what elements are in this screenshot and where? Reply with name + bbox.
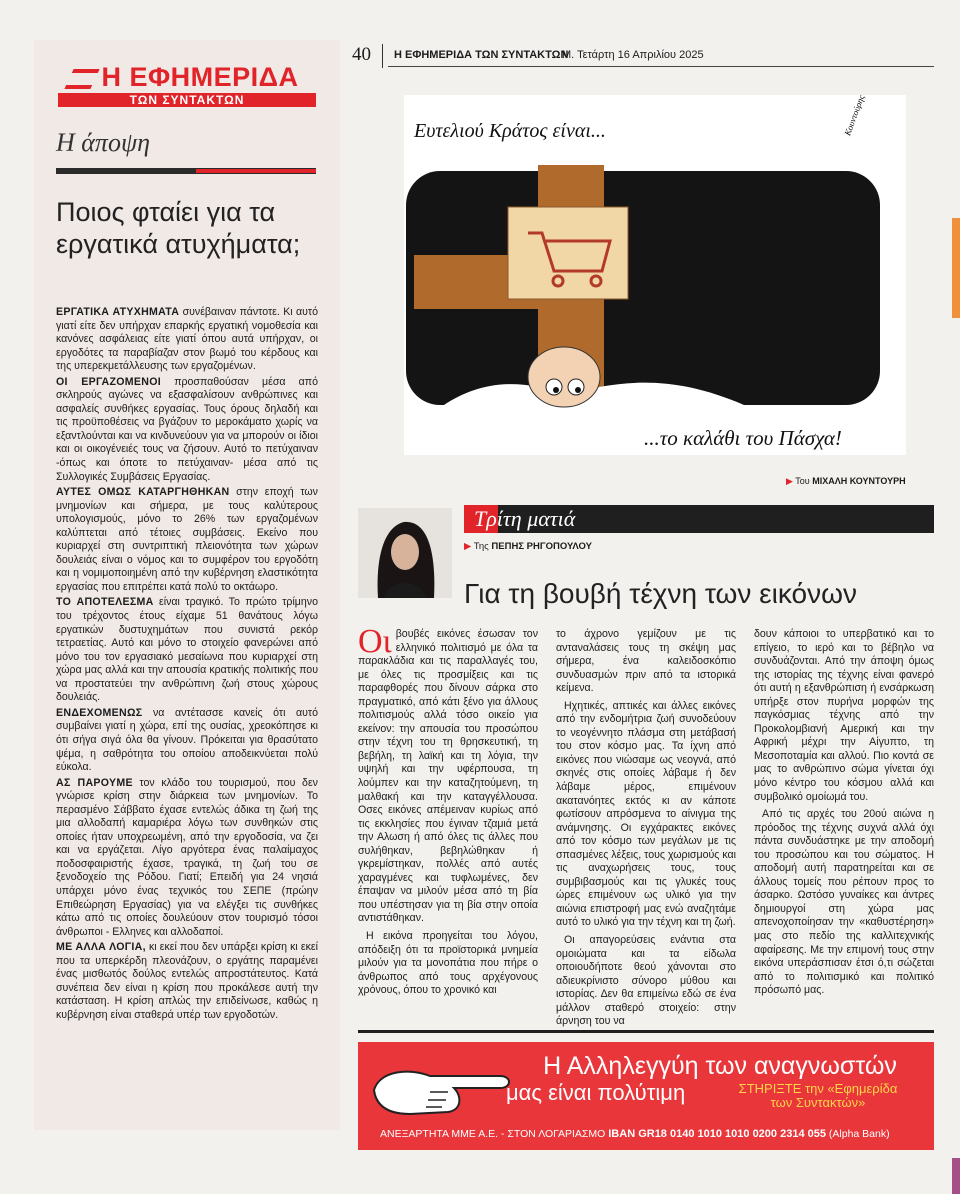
paragraph: Οι απαγορεύσεις ενάντια στα ομοιώματα και τα είδωλα οποιουδήποτε θεού χάνονται στο αδιευκρίνιστο σύνορο μύθου και ιστορίας. Δεν θα επιμείνω εδώ σε ένα μάλλον σταθερό στοιχείο: στην άρνηση του να: [556, 934, 736, 1028]
paragraph: ΟΙ ΕΡΓΑΖΟΜΕΝΟΙ προσπαθούσαν μέσα από σκληρούς αγώνες να εξασφαλίσουν ανθρώπινες και ασφαλείς συνθήκες εργασίας. Τους όρους δηλαδή και τις προϋποθέσεις να βγάζουν το μεροκάματο χωρίς να εξαντλούνται και να κινδυνεύουν για να μπορούν οι ίδιοι και οι οικογένειές τους να ζήσουν. Αυτό το πετύχαιναν -όπως και όποτε το πετύχαιναν- μέσα από τις Συλλογικές Συμβάσεις Εργασίας.: [56, 375, 318, 483]
paragraph: ΜΕ ΑΛΛΑ ΛΟΓΙΑ, κι εκεί που δεν υπάρξει κρίση κι εκεί που τα υπερκέρδη πλεονάζουν, ο εργάτης παραμένει ένας μισθωτός δούλος εντελώς απροστάτευτος. Κατά συνέπεια δεν είναι η κρίση που προκάλεσε αυτή την κατάσταση. Η κρίση απλώς την επιδείνωσε, καθώς η κυβέρνηση είναι σταθερά υπέρ των εργοδοτών.: [56, 941, 318, 1021]
issue-date: Μ. Τετάρτη 16 Απριλίου 2025: [562, 49, 704, 61]
article-column-2: [556, 628, 736, 1033]
cartoon-signature: Κουντούρης: [842, 95, 867, 137]
newspaper-logo: [64, 62, 304, 92]
paragraph: το άχρονο γεμίζουν με τις ανταναλάσεις τους τη σκέψη μας σήμερα, ένα καλειδοσκόπιο συνδυασμών πριν από τα ιστορικά κείμενα.: [556, 628, 736, 695]
ad-subheadline: μας είναι πολύτιμη: [506, 1080, 686, 1105]
author-portrait: [358, 508, 452, 598]
cartoon-caption-bottom: ...το καλάθι του Πάσχα!: [644, 426, 842, 450]
article-headline: Για τη βουβή τέχνη των εικόνων: [464, 578, 857, 609]
paragraph: ΕΡΓΑΤΙΚΑ ΑΤΥΧΗΜΑΤΑ συνέβαιναν πάντοτε. Κι αυτό γιατί είτε δεν υπήρχαν επαρκής εργατική νομοθεσία και κανόνες ασφάλειας είτε γιατί όπου αυτά υπήρχαν, οι εργοδότες τα παραβίαζαν στον βωμό του κέρδους και της υπερεκμετάλλευσης των εργαζομένων.: [56, 306, 318, 373]
ad-rule: [358, 1030, 934, 1033]
author-photo: [358, 508, 452, 598]
section-label: Η άποψη: [56, 128, 150, 157]
paragraph: δουν κάποιοι το υπερβατικό και το επίγειο, το ιερό και το βέβηλο να συνδυάζονται. Από την άποψη όμως της ιστορίας της τέχνης είναι φανερό ότι αυτή η εξανθρώπιση ή ενσάρκωση υπήρξε στον πυρήνα μορφών της παγκόσμιας τέχνης από την Προκολομβιανή Αμερική και την Αφρική μέχρι την Αίγυπτο, τη Μεσοποταμία και αλλού. Πιο κοντά σε μας το ανθρώπινο σώμα γίνεται όχι μόνο κέντρο του κόσμου αλλά και συμβολικό ομοίωμά του.: [754, 628, 934, 803]
cartoon-illustration: [404, 95, 906, 455]
ad-headline: Η Αλληλεγγύη των αναγνωστών: [543, 1052, 897, 1080]
logo-swoosh-icon: [65, 69, 100, 89]
header-rule: [388, 66, 934, 67]
edge-tab: [952, 1158, 960, 1194]
paragraph: Η εικόνα προηγείται του λόγου, απόδειξη ότι τα προϊστορικά μνημεία μιλούν για τα μονοπάτια που πήρε ο άνθρωπος από τους αρχέγονους χρόνους, όπου το χρονικό και: [358, 930, 538, 997]
edge-tab: [952, 218, 960, 318]
ad-support-text: ΣΤΗΡΙΞΤΕ την «Εφημερίδα των Συντακτών»: [738, 1081, 898, 1110]
paper-name: Η ΕΦΗΜΕΡΙΔΑ ΤΩΝ ΣΥΝΤΑΚΤΩΝ: [394, 49, 569, 61]
pointing-hand-icon: [370, 1050, 520, 1130]
divider-accent: [196, 169, 316, 173]
article-column-3: [754, 628, 934, 1002]
editorial-headline: Ποιος φταίει για τα εργατικά ατυχήματα;: [56, 197, 301, 259]
ad-bank-details: ΑΝΕΞΑΡΤΗΤΑ ΜΜΕ Α.Ε. - ΣΤΟΝ ΛΟΓΑΡΙΑΣΜΟ IBAN GR18 0140 1010 1010 0200 2314 055 (Alpha Bank): [380, 1128, 890, 1140]
paragraph: Οι βουβές εικόνες έσωσαν τον ελληνικό πολιτισμό με όλα τα παρακλάδια και τις παραλλαγές του, με όλες τις προσμίξεις και τις παραφθορές που δίνουν σάρκα στο πραγματικό, από κάτι ξένο για άλλους πολιτισμούς αλλά τόσο οικείο για εκείνον: την απουσία του προσώπου στην τέχνη του τη θρησκευτική, τη βεβήλη, τη λαϊκή και τη λόγια, την υψηλή και την υφέρπουσα, τη λούμπεν και την καταζητούμενη, τη μαλθακή και την καταγγέλλουσα. Οσες εικόνες απέμειναν κυρίως από τις εκκλησίες που έγιναν τζαμιά μετά την Αλωση ή από όλες τις άλλες που συλήθηκαν, βεβηλώθηκαν ή γκρεμίστηκαν, πολλές από αυτές χαραγμένες και τυφλωμένες, δεν έπαψαν να μιλούν μέσα από τη βία που υπέστησαν για τη βία στην οποία αντιστάθηκαν.: [358, 623, 538, 925]
column-title: Τρίτη ματιά: [474, 506, 576, 531]
basket-sign: [508, 207, 628, 299]
paragraph: ΕΝΔΕΧΟΜΕΝΩΣ να αντέτασσε κανείς ότι αυτό συμβαίνει γιατί η χώρα, επί της ουσίας, χρεοκόπησε κι ότι σήγα σιγά όλα θα γίνουν. Πρόκειται για θρασύτατο ψέμα, η σαθρότητα του οποίου αποδεικνύεται πολύ εύκολα.: [56, 706, 318, 774]
logo-subtitle: ΤΩΝ ΣΥΝΤΑΚΤΩΝ: [58, 93, 316, 107]
iban: IBAN GR18 0140 1010 1010 0200 2314 055: [608, 1128, 826, 1140]
author-byline: ▶ Της ΠΕΠΗΣ ΡΗΓΟΠΟΥΛΟΥ: [464, 541, 592, 552]
paragraph: Από τις αρχές του 20ού αιώνα η πρόοδος της τέχνης συχνά αλλά όχι πάντα συνδυάστηκε με την αποδομή του προσώπου και του σώματος. Η αποδομή αυτή παρατηρείται και σε άλλους τομείς που ρέπουν προς το άσαρκο. Ωστόσο γυναίκες και άντρες δημιουργοί στη χώρα μας απενοχοποίησαν την «καθυστέρηση» μας στο πεδίο της καλλιτεχνικής αφαίρεσης. Με την επιμονή τους στην εικόνα υπεράσπισαν έτσι ό,τι σώζεται από το πολιτισμικό και πολιτικό πρόσωπό μας.: [754, 808, 934, 997]
article-column-1: [358, 623, 538, 1002]
drop-cap: Οι: [358, 623, 392, 660]
editorial-body: [56, 306, 318, 1024]
cartoon-caption-top: Ευτελιού Κράτος είναι...: [414, 120, 606, 142]
paragraph: ΑΣ ΠΑΡΟΥΜΕ τον κλάδο του τουρισμού, που δεν γνώρισε κρίση στην διάρκεια των μνημονίων. Το περασμένο Σάββατο έχασε εντελώς άδικα τη ζωή της μια αλλοδαπή καμαριέρα λόγω των συνθηκών στις οποίες ήταν υποχρεωμένη, από την εργοδοσία, να ζει και να εργάζεται. Λίγο αργότερα ένας παλαίμαχος ποδοσφαιριστής έχασε, τραγικά, τη ζωή του σε ξενοδοχείο της Ρόδου. Γιατί; Επειδή για 24 νησιά υπάρχει μόνο ένας τεχνικός του ΣΕΠΕ (πρώην Επιθεώρηση Εργασίας) για να ελέγξει τις συνθήκες κάτω από τις οποίες δουλεύουν στον τουρισμό τόσοι άνθρωποι - Ελληνες και αλλοδαποί.: [56, 776, 318, 938]
cartoon-credit: ▶ Του ΜΙΧΑΛΗ ΚΟΥΝΤΟΥΡΗ: [786, 476, 906, 486]
paragraph: ΑΥΤΕΣ ΟΜΩΣ ΚΑΤΑΡΓΗΘΗΚΑΝ στην εποχή των μνημονίων και σήμερα, με τους καλύτερους υπολογισμούς, μόνο το 26% των εργαζομένων καλύπτεται από τέτοιες συμβάσεις. Εκείνο που κυριαρχεί στη συντριπτική πλειονότητα των χώρων δουλειάς είναι ο νόμος και το συμφέρον του εργοδότη και η νομιμοποιημένη από την κυβέρνηση ελαστικότητα εργασίας που επιτρέπει κατά πολύ το οκτάωρο.: [56, 486, 318, 593]
page-number: 40: [352, 44, 371, 65]
logo-title: Η ΕΦΗΜΕΡΙΔΑ: [101, 62, 299, 92]
face: [528, 347, 600, 407]
paragraph: Ηχητικές, απτικές και άλλες εικόνες από την ενδομήτρια ζωή συνοδεύουν το νεογέννητο πλάσμα στη μετάβασή του στον κόσμο μας. Τα ίχνη από εικόνες που νιώσαμε ως νεογνά, από σκηνές στις οποίες λάβαμε ή δεν λάβαμε μέρος, επιμένουν ακατανόητες εκτός κι αν κάποτε φωτίσουν απρόσμενα το αίνιγμα της ανάμνησης. Οι εγχάρακτες εικόνες από τον κόσμο των μεγάλων με τις σπασμένες λέξεις, τους χωρισμούς και τις αναχωρήσεις τους, τους συμβιβασμούς και τις γλυκές τους ώρες επιμένουν ως υλικό για την αιώνια επιστροφή μας ενώ αναζητάμε αυτό το υλικό για την τέχνη και τη ζωή.: [556, 699, 736, 929]
cartoon: [404, 95, 906, 455]
divider: [382, 44, 383, 68]
paragraph: ΤΟ ΑΠΟΤΕΛΕΣΜΑ είναι τραγικό. Το πρώτο τρίμηνο του τρέχοντος έτους είχαμε 51 θανάτους λόγω εργατικών δυστυχημάτων που συνιστά ρεκόρ τετραετίας. Αυτό και μόνο το στοιχείο φανερώνει από μόνο του τον εργασιακό μεσαίωνα που κυριαρχεί στη χώρα μας αλλά και την απουσία κρατικής πολιτικής που να προστατεύει την ανθρώπινη ζωή στους χώρους δουλειάς.: [56, 596, 318, 704]
